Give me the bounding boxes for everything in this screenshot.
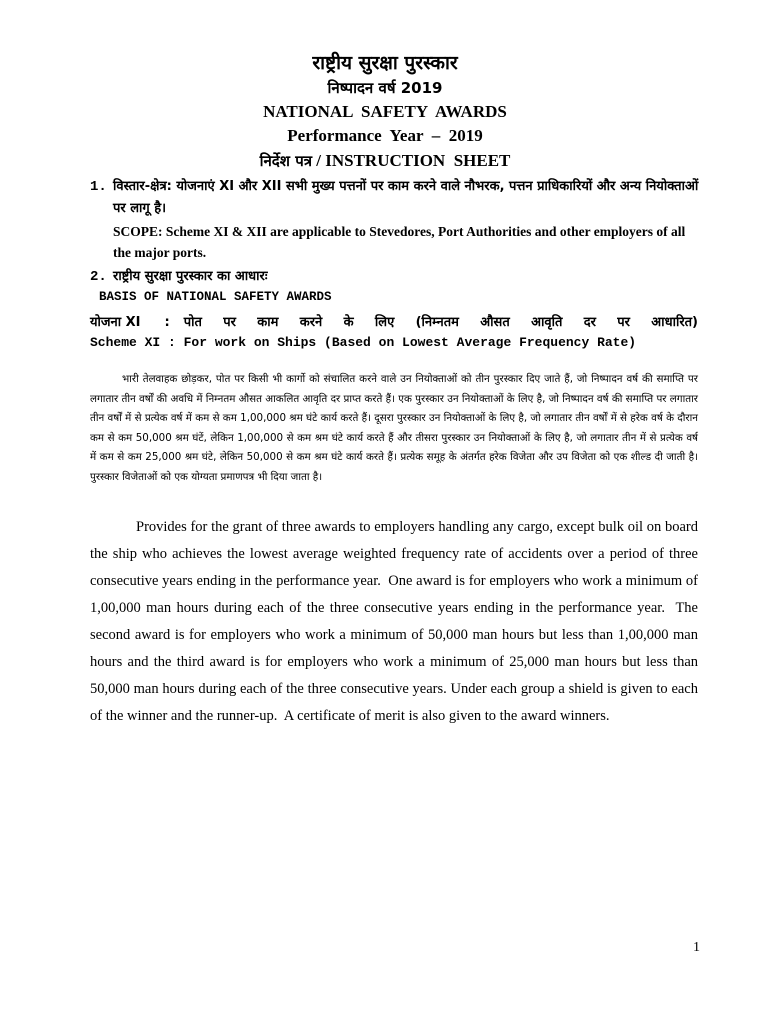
scheme-heading-hindi [90,312,698,334]
basis-heading-hindi [90,266,700,288]
page-number: 1 [693,940,700,955]
scheme-colon: : [164,315,170,330]
description-english: Provides for the grant of three awards to employers handling any cargo, except bulk oil on board the ship who achieves the lowest average weighted frequency rate of accidents over a period of three consecutive years ending in the performance year. One award is for employers who work a minimum of 1,00,000 man hours during each of the three consecutive years ending in the performance year. The second award is for employers who work a minimum of 50,000 man hours but less than 1,00,000 man hours and the third award is for employers who work a minimum of 25,000 man hours but less than 50,000 man hours during each of the three consecutive years. Under each group a shield is given to each of the winner and the runner-up. A certificate of merit is also given to the award winners. [90,519,702,724]
section-basis [90,266,700,306]
section-number: 2. [90,269,107,285]
performance-year-hindi: निष्पादन वर्ष 2019 [327,79,443,97]
scope-text-hindi: विस्तार-क्षेत्र: योजनाएं XI और XII सभी मुख्य पत्तनों पर काम करने वाले नौभरक, पत्तन प्राधिकारियों और अन्य नियोक्ताओं पर लागू है। [113,179,699,216]
section-number: 1. [90,179,107,195]
scheme-description-hindi: पोत पर काम करने के लिए (निम्नतम औसत आवृति दर पर आधारित) [183,315,698,330]
title-block [0,50,770,174]
scheme-label-hindi: योजना XI [90,315,141,330]
instruction-sheet-hindi: निर्देश पत्र [259,152,312,170]
basis-heading-english: BASIS OF NATIONAL SAFETY AWARDS [99,290,332,304]
scope-heading-hindi [90,176,700,220]
title-hindi: राष्ट्रीय सुरक्षा पुरस्कार [312,52,458,74]
instruction-sheet-heading [0,148,770,174]
section-scope [90,176,700,263]
title-english: NATIONAL SAFETY AWARDS [263,102,507,121]
instruction-sheet-separator: / [312,151,326,170]
description-hindi: भारी तेलवाहक छोड़कर, पोत पर किसी भी कार्गो को संचालित करने वाले उन नियोक्ताओं को तीन पुरस्कार दिए जाते हैं, जो निष्पादन वर्ष की समाप्ति पर लगातार तीन वर्षों की अवधि में निम्नतम औसत आकलित आवृति दर प्राप्त करते हैं। एक पुरस्कार उन नियोक्ताओं के लिए है, जो निष्पादन वर्ष की समाप्ति पर लगातार तीन वर्षों में से प्रत्येक वर्ष में कम से कम 1,00,000 श्रम घंटे कार्य करते हैं। दूसरा पुरस्कार उन नियोक्ताओं के लिए है, जो लगातार तीन वर्षों में से हरेक वर्ष के दौरान कम से कम 50,000 श्रम घंटें, लेकिन 1,00,000 से कम श्रम घंटे कार्य करते हैं और तीसरा पुरस्कार उन नियोक्ताओं के लिए है, जो लगातार तीन में से प्रत्येक वर्ष में कम से कम 25,000 श्रम घंटे, लेकिन 50,000 से कम श्रम घंटे कार्य करते हैं। प्रत्येक समूह के अंतर्गत हरेक विजेता और उप विजेता को एक शील्ड दी जाती है। पुरस्कार विजेताओं को एक योग्यता प्रमाणपत्र भी दिया जाता है। [90,373,698,483]
basis-text-hindi: राष्ट्रीय सुरक्षा पुरस्कार का आधारः [113,269,268,284]
instruction-sheet-english: INSTRUCTION SHEET [325,151,511,170]
performance-year-english: Performance Year – 2019 [287,126,483,145]
scope-text-english: SCOPE: Scheme XI & XII are applicable to Stevedores, Port Authorities and other employers of all the major ports. [113,224,686,260]
scheme-heading-english: Scheme XI : For work on Ships (Based on Lowest Average Frequency Rate) [90,335,637,350]
scheme-heading [90,312,698,351]
